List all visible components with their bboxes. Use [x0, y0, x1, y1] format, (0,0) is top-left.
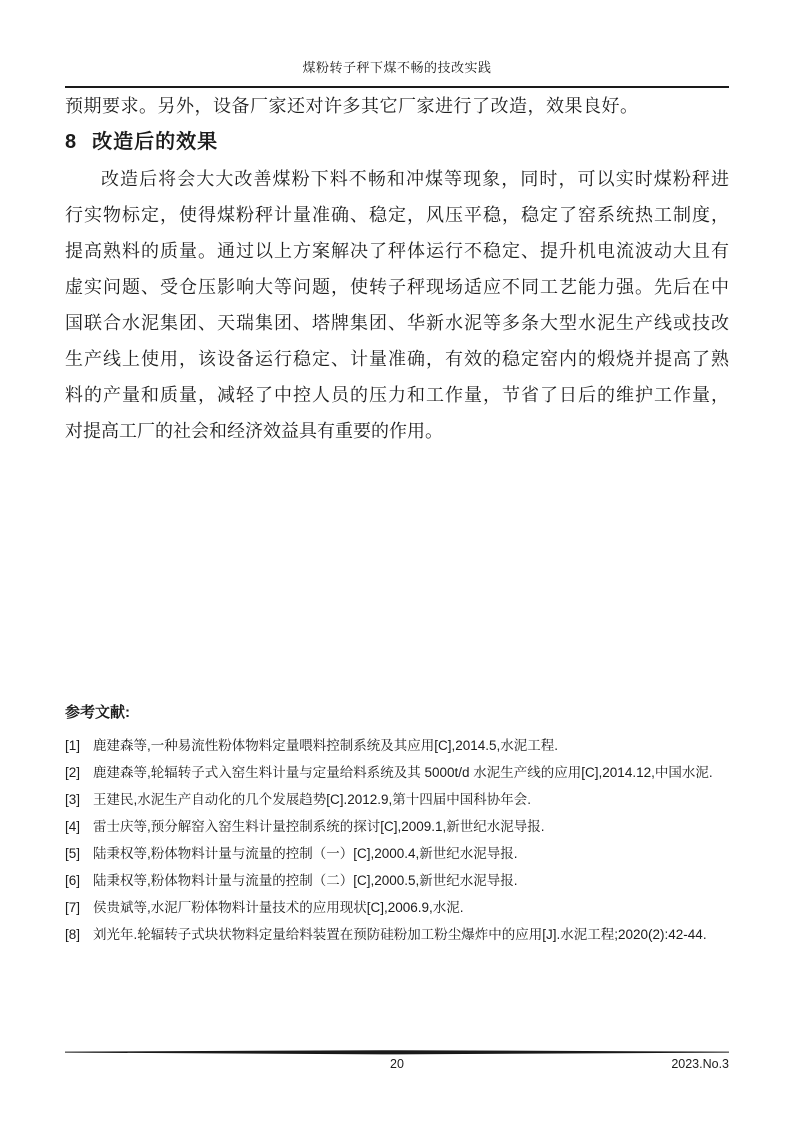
- page-content: [65, 0, 729, 1122]
- reference-text: 雷士庆等,预分解窑入窑生料计量控制系统的探讨[C],2009.1,新世纪水泥导报.: [93, 819, 545, 834]
- reference-marker: [1]: [65, 738, 81, 753]
- reference-item: [65, 813, 729, 840]
- references-section: [65, 701, 729, 948]
- page-number: 20: [390, 1057, 404, 1071]
- reference-text: 鹿建森等,轮辐转子式入窑生料计量与定量给料系统及其 5000t/d 水泥生产线的应用[C],2014.12,中国水泥.: [93, 765, 713, 780]
- reference-text: 侯贵斌等,水泥厂粉体物料计量技术的应用现状[C],2006.9,水泥.: [93, 900, 464, 915]
- section-heading: [65, 125, 218, 154]
- reference-text: 陆秉权等,粉体物料计量与流量的控制（一）[C],2000.4,新世纪水泥导报.: [93, 846, 518, 861]
- paragraph-line: 料的产量和质量，减轻了中控人员的压力和工作量，节省了日后的维护工作量，: [65, 385, 729, 405]
- issue-label: 2023.No.3: [671, 1057, 729, 1071]
- reference-item: [65, 867, 729, 894]
- paragraph-line: 国联合水泥集团、天瑞集团、塔牌集团、华新水泥等多条大型水泥生产线或技改: [65, 313, 729, 333]
- section-number: 8: [65, 131, 78, 153]
- reference-marker: [3]: [65, 792, 81, 807]
- reference-text: 陆秉权等,粉体物料计量与流量的控制（二）[C],2000.5,新世纪水泥导报.: [93, 873, 518, 888]
- section-title: 改造后的效果: [92, 131, 219, 153]
- reference-marker: [6]: [65, 873, 81, 888]
- reference-item: [65, 894, 729, 921]
- reference-item: [65, 786, 729, 813]
- references-list: [65, 732, 729, 948]
- paragraph-line: 提高熟料的质量。通过以上方案解决了秤体运行不稳定、提升机电流波动大且有: [65, 241, 729, 261]
- reference-marker: [5]: [65, 846, 81, 861]
- body-paragraph: [65, 161, 729, 449]
- running-header-title: 煤粉转子秤下煤不畅的技改实践: [302, 60, 492, 75]
- reference-marker: [2]: [65, 765, 81, 780]
- body-continuation-text: 预期要求。另外，设备厂家还对许多其它厂家进行了改造，效果良好。: [65, 96, 639, 116]
- paragraph-line: 生产线上使用，该设备运行稳定、计量准确，有效的稳定窑内的煅烧并提高了熟: [65, 349, 729, 369]
- paragraph-line: 虚实问题、受仓压影响大等问题，使转子秤现场适应不同工艺能力强。先后在中: [65, 277, 729, 297]
- footer-rule: [65, 1050, 729, 1055]
- paragraph-line: 行实物标定，使得煤粉秤计量准确、稳定，风压平稳，稳定了窑系统热工制度，: [65, 205, 729, 225]
- reference-text: 刘光年.轮辐转子式块状物料定量给料装置在预防硅粉加工粉尘爆炸中的应用[J].水泥工程;2020(2):42-44.: [93, 927, 707, 942]
- reference-item: [65, 732, 729, 759]
- references-heading: 参考文献:: [65, 704, 130, 721]
- paragraph-line: 改造后将会大大改善煤粉下料不畅和冲煤等现象，同时，可以实时煤粉秤进: [101, 169, 729, 189]
- page-footer: [65, 1057, 729, 1075]
- reference-marker: [4]: [65, 819, 81, 834]
- reference-item: [65, 759, 729, 786]
- reference-marker: [7]: [65, 900, 81, 915]
- paragraph-line: 对提高工厂的社会和经济效益具有重要的作用。: [65, 421, 443, 441]
- reference-marker: [8]: [65, 927, 81, 942]
- reference-text: 鹿建森等,一种易流性粉体物料定量喂料控制系统及其应用[C],2014.5,水泥工程.: [93, 738, 559, 753]
- header-rule: [65, 86, 729, 88]
- reference-item: [65, 840, 729, 867]
- reference-text: 王建民,水泥生产自动化的几个发展趋势[C].2012.9,第十四届中国科协年会.: [93, 792, 532, 807]
- reference-item: [65, 921, 729, 948]
